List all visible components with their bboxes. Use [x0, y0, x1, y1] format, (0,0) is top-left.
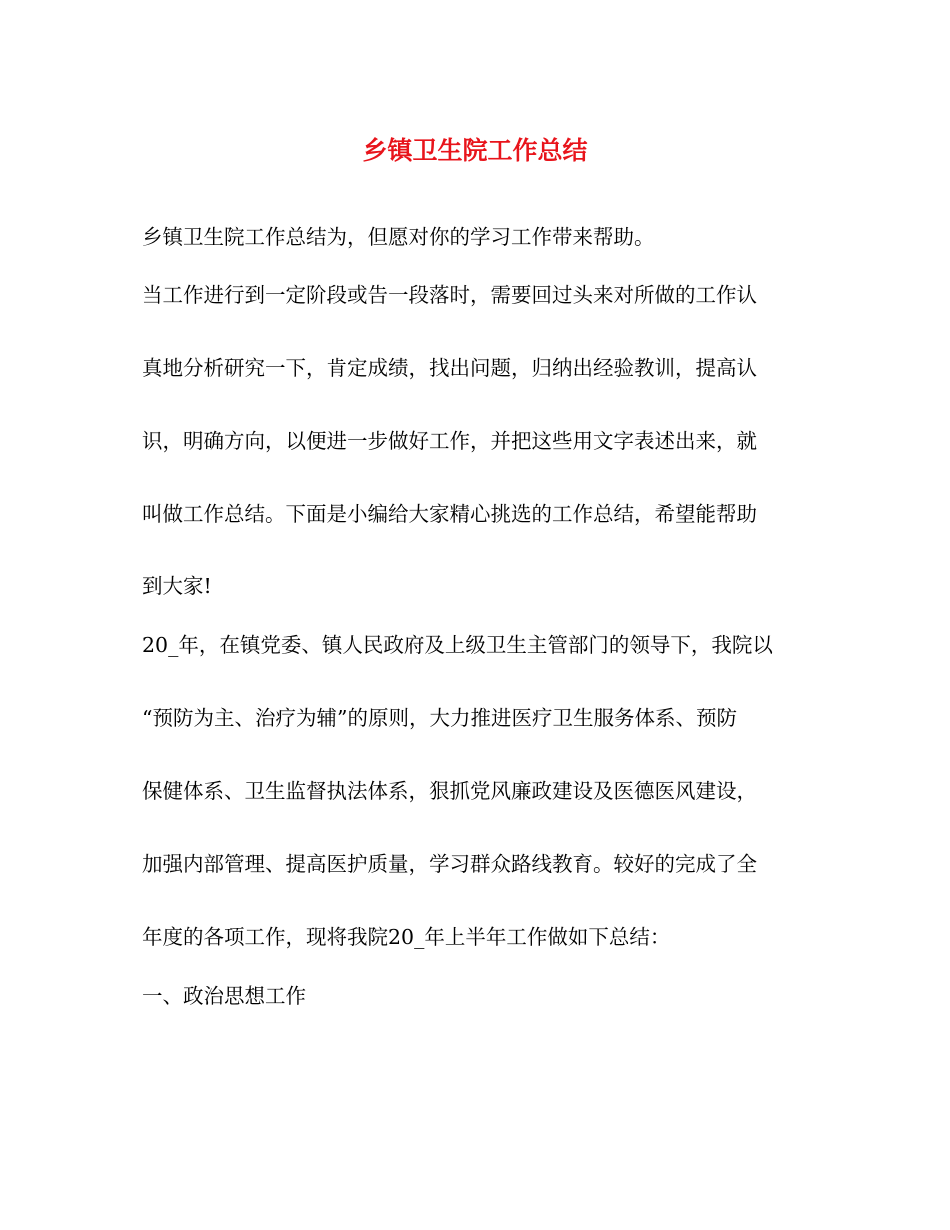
paragraph-line: 叫做工作总结。下面是小编给大家精心挑选的工作总结，希望能帮助 [142, 502, 757, 526]
paragraph-line: 识，明确方向，以便进一步做好工作，并把这些用文字表述出来，就 [142, 429, 757, 453]
paragraph-line: 保健体系、卫生监督执法体系，狠抓党风廉政建设及医德医风建设， [142, 779, 757, 803]
document-title: 乡镇卫生院工作总结 [362, 136, 588, 165]
paragraph-line: 到大家! [142, 574, 212, 598]
intro-line: 乡镇卫生院工作总结为，但愿对你的学习工作带来帮助。 [142, 225, 655, 249]
section-heading: 一、政治思想工作 [142, 984, 306, 1008]
paragraph-line: 加强内部管理、提高医护质量，学习群众路线教育。较好的完成了全 [142, 852, 757, 876]
paragraph-line: 当工作进行到一定阶段或告一段落时，需要回过头来对所做的工作认 [142, 283, 757, 307]
paragraph-line: “预防为主、治疗为辅”的原则，大力推进医疗卫生服务体系、预防 [142, 706, 737, 730]
paragraph-line: 20_年，在镇党委、镇人民政府及上级卫生主管部门的领导下，我院以 [142, 633, 773, 657]
paragraph-line: 真地分析研究一下，肯定成绩，找出问题，归纳出经验教训，提高认 [142, 356, 757, 380]
paragraph-line: 年度的各项工作，现将我院20_年上半年工作做如下总结： [142, 925, 671, 949]
